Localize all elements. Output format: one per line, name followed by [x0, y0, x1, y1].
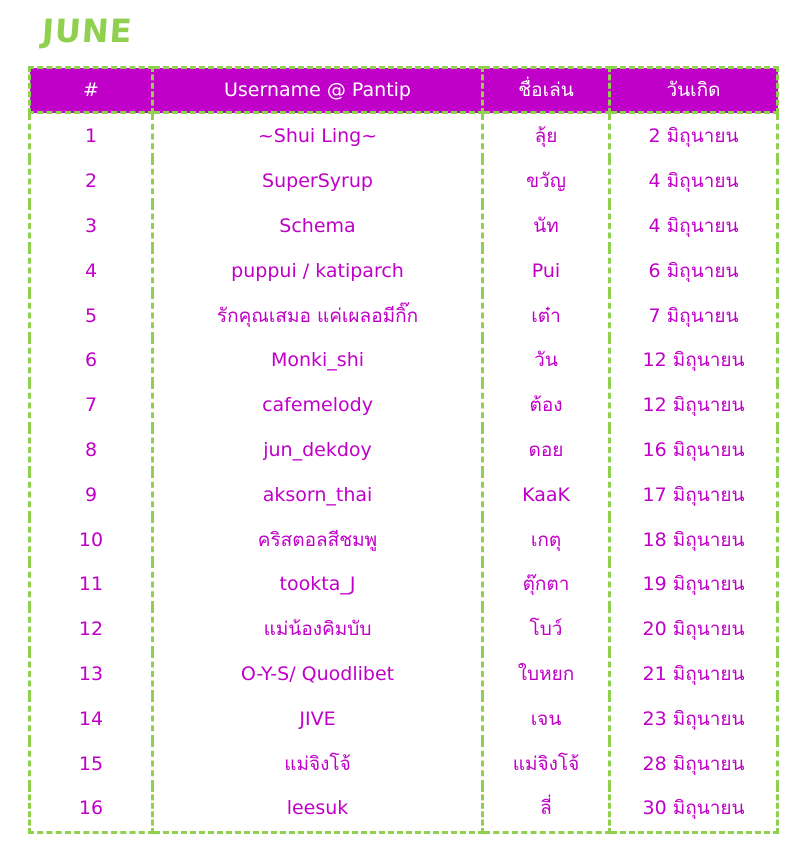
table-row — [30, 113, 778, 159]
row-nickname: เต๋า — [483, 293, 610, 338]
row-number: 5 — [30, 293, 153, 338]
row-username: ~Shui Ling~ — [153, 113, 483, 159]
row-birthday: 18 มิถุนายน — [610, 517, 778, 562]
row-birthday: 28 มิถุนายน — [610, 741, 778, 786]
row-birthday: 12 มิถุนายน — [610, 383, 778, 428]
row-nickname: Pui — [483, 248, 610, 293]
row-username: SuperSyrup — [153, 159, 483, 204]
row-nickname: เกตุ — [483, 517, 610, 562]
row-number: 10 — [30, 517, 153, 562]
row-birthday: 12 มิถุนายน — [610, 338, 778, 383]
header-row — [30, 68, 778, 113]
table-row — [30, 383, 778, 428]
row-birthday: 19 มิถุนายน — [610, 562, 778, 607]
row-username: jun_dekdoy — [153, 428, 483, 473]
row-number: 11 — [30, 562, 153, 607]
row-number: 14 — [30, 696, 153, 741]
row-nickname: ลี่ — [483, 786, 610, 832]
row-username: JIVE — [153, 696, 483, 741]
row-number: 6 — [30, 338, 153, 383]
row-username: แม่จิงโจ้ — [153, 741, 483, 786]
row-number: 13 — [30, 652, 153, 697]
table-row — [30, 652, 778, 697]
table-row — [30, 562, 778, 607]
row-number: 7 — [30, 383, 153, 428]
row-birthday: 7 มิถุนายน — [610, 293, 778, 338]
row-username: Schema — [153, 204, 483, 249]
row-birthday: 20 มิถุนายน — [610, 607, 778, 652]
row-number: 2 — [30, 159, 153, 204]
row-nickname: ดอย — [483, 428, 610, 473]
header-number: # — [30, 68, 153, 113]
table-row — [30, 428, 778, 473]
row-nickname: เจน — [483, 696, 610, 741]
table-row — [30, 741, 778, 786]
row-birthday: 30 มิถุนายน — [610, 786, 778, 832]
row-birthday: 2 มิถุนายน — [610, 113, 778, 159]
row-username: puppui / katiparch — [153, 248, 483, 293]
row-number: 12 — [30, 607, 153, 652]
row-number: 16 — [30, 786, 153, 832]
row-number: 1 — [30, 113, 153, 159]
row-nickname: นัท — [483, 204, 610, 249]
row-username: O-Y-S/ Quodlibet — [153, 652, 483, 697]
table-row — [30, 159, 778, 204]
row-username: คริสตอลสีชมพู — [153, 517, 483, 562]
row-birthday: 4 มิถุนายน — [610, 159, 778, 204]
month-title: JUNE — [40, 12, 134, 50]
row-username: aksorn_thai — [153, 472, 483, 517]
header-username: Username @ Pantip — [153, 68, 483, 113]
row-nickname: KaaK — [483, 472, 610, 517]
table-row — [30, 786, 778, 832]
row-nickname: ขวัญ — [483, 159, 610, 204]
table-row — [30, 472, 778, 517]
row-birthday: 17 มิถุนายน — [610, 472, 778, 517]
row-nickname: ลุ้ย — [483, 113, 610, 159]
row-nickname: ใบหยก — [483, 652, 610, 697]
row-birthday: 23 มิถุนายน — [610, 696, 778, 741]
table-row — [30, 607, 778, 652]
table-row — [30, 338, 778, 383]
table-row — [30, 293, 778, 338]
row-nickname: ต้อง — [483, 383, 610, 428]
row-nickname: ตุ๊กตา — [483, 562, 610, 607]
row-birthday: 6 มิถุนายน — [610, 248, 778, 293]
row-username: leesuk — [153, 786, 483, 832]
row-number: 9 — [30, 472, 153, 517]
row-username: tookta_J — [153, 562, 483, 607]
header-birthday: วันเกิด — [610, 68, 778, 113]
row-username: Monki_shi — [153, 338, 483, 383]
table-row — [30, 696, 778, 741]
row-nickname: วัน — [483, 338, 610, 383]
row-number: 4 — [30, 248, 153, 293]
row-number: 3 — [30, 204, 153, 249]
row-username: แม่น้องคิมบับ — [153, 607, 483, 652]
row-birthday: 4 มิถุนายน — [610, 204, 778, 249]
table-row — [30, 204, 778, 249]
table-row — [30, 248, 778, 293]
row-username: cafemelody — [153, 383, 483, 428]
row-number: 15 — [30, 741, 153, 786]
row-nickname: แม่จิงโจ้ — [483, 741, 610, 786]
header-nickname: ชื่อเล่น — [483, 68, 610, 113]
birthday-table — [28, 66, 779, 834]
row-nickname: โบว์ — [483, 607, 610, 652]
row-birthday: 16 มิถุนายน — [610, 428, 778, 473]
row-number: 8 — [30, 428, 153, 473]
row-birthday: 21 มิถุนายน — [610, 652, 778, 697]
table-row — [30, 517, 778, 562]
row-username: รักคุณเสมอ แค่เผลอมีกิ๊ก — [153, 293, 483, 338]
